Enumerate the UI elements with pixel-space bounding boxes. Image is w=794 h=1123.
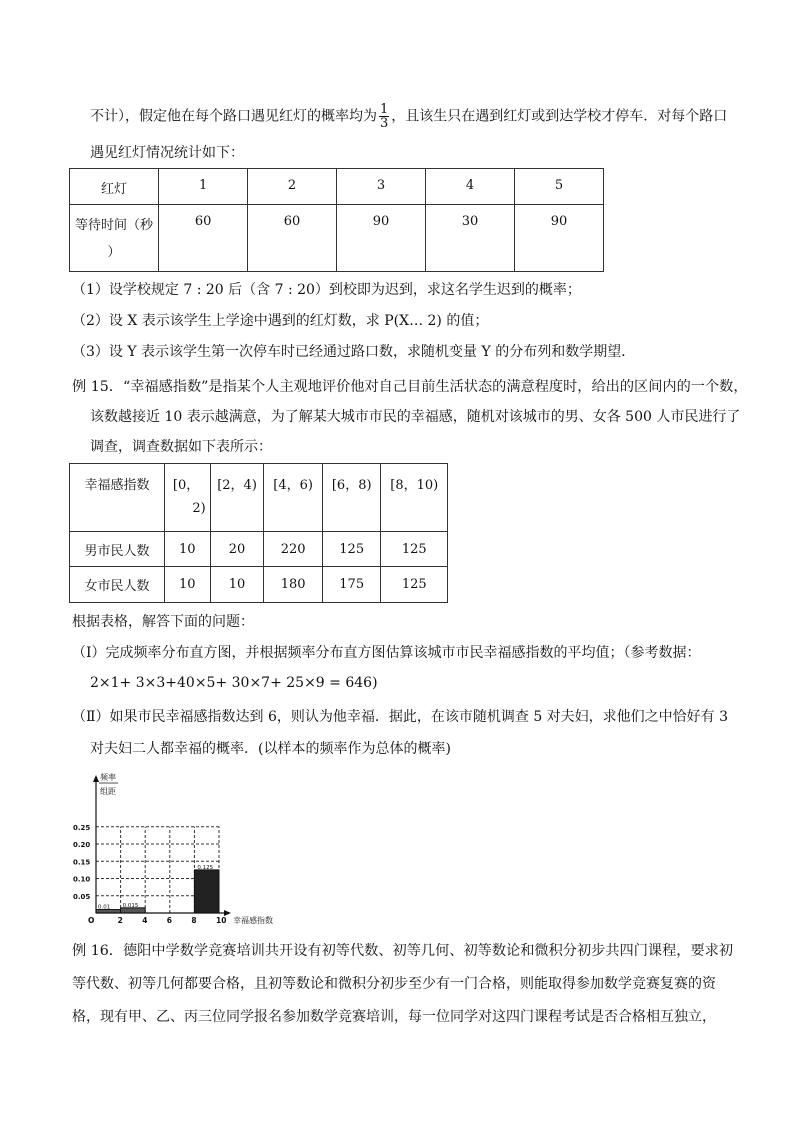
table-cell: [4，6) — [264, 464, 323, 532]
table-cell: 125 — [381, 532, 448, 567]
question-15-part-1: （Ⅰ）完成频率分布直方图，并根据频率分布直方图估算该城市市民幸福感指数的平均值；（参考数据： — [72, 645, 701, 661]
happiness-table — [69, 463, 448, 603]
x-tick-label: O — [88, 916, 95, 925]
y-axis-label-bottom: 组距 — [100, 787, 116, 796]
example-16-line-3: 格，现有甲、乙、丙三位同学报名参加数学竞赛培训，每一位同学对这四门课程考试是否合格相互独立， — [72, 1009, 716, 1025]
table-cell: 女市民人数 — [70, 567, 165, 603]
table-cell: 30 — [426, 205, 515, 272]
table-row — [70, 169, 604, 205]
y-tick-label: 0.10 — [73, 875, 91, 884]
intro-line-1-post: ，且该生只在遇到红灯或到达学校才停车．对每个路口 — [391, 108, 728, 125]
table-cell: 180 — [264, 567, 323, 603]
table-cell: 175 — [322, 567, 381, 603]
question-14-part-2: （2）设 X 表示该学生上学途中遇到的红灯数，求 P(X… 2) 的值； — [72, 313, 489, 329]
table-cell: 10 — [164, 567, 210, 603]
intro-line-1-pre: 不计），假定他在每个路口遇见红灯的概率均为 — [90, 108, 377, 125]
x-tick-label: 4 — [142, 916, 148, 925]
question-15-part-2: （Ⅱ）如果市民幸福感指数达到 6，则认为他幸福．据此，在该市随机调查 5 对夫妇，求他们之中恰好有 3 — [72, 709, 729, 725]
table-cell: 红灯 — [70, 169, 159, 205]
bar-value-label: 0.01 — [98, 904, 111, 911]
bar-value-label: 0.015 — [122, 902, 139, 909]
table-cell: 220 — [264, 532, 323, 567]
table-row — [70, 532, 448, 567]
table-cell: 60 — [248, 205, 337, 272]
frequency-histogram — [70, 770, 290, 928]
question-15-part-2-cont: 对夫妇二人都幸福的概率．(以样本的频率作为总体的概率) — [90, 741, 451, 757]
histogram-bar — [194, 870, 219, 913]
table-cell: 10 — [210, 567, 264, 603]
table-cell: 10 — [164, 532, 210, 567]
table-cell: 90 — [514, 205, 603, 272]
example-15-line-2: 该数越接近 10 表示越满意，为了解某大城市市民的幸福感，随机对该城市的男、女各 500 人市民进行了 — [90, 409, 741, 425]
question-14-part-1: （1）设学校规定 7 : 20 后（含 7 : 20）到校即为迟到，求这名学生迟到的概率； — [72, 282, 581, 298]
y-tick-label: 0.25 — [73, 823, 91, 832]
y-axis-label-top: 频率 — [100, 773, 116, 782]
question-14-part-3: （3）设 Y 表示该学生第一次停车时已经通过路口数，求随机变量 Y 的分布列和数学期望． — [72, 344, 636, 360]
intro-line-1 — [90, 103, 727, 130]
example-15-line-3: 调查，调查数据如下表所示： — [90, 439, 272, 455]
example-16-line-1: 例 16．德阳中学数学竞赛培训共开设有初等代数、初等几何、初等数论和微积分初步共四门课程，要求初 — [72, 943, 734, 959]
table-cell: [8，10) — [381, 464, 448, 532]
table-cell: 等待时间（秒 ） — [70, 205, 159, 272]
table-row — [70, 567, 448, 603]
table-row — [70, 464, 448, 532]
x-tick-label: 8 — [191, 916, 197, 925]
y-axis-arrow — [93, 775, 99, 782]
x-tick-label: 10 — [216, 916, 227, 925]
table-cell: 5 — [514, 169, 603, 205]
table-cell: 125 — [381, 567, 448, 603]
table-cell: 2 — [248, 169, 337, 205]
example-16-line-2: 等代数、初等几何都要合格，且初等数论和微积分初步至少有一门合格，则能取得参加数学竞赛复赛的资 — [72, 976, 716, 992]
table-cell: 3 — [337, 169, 426, 205]
probability-fraction: $\frac{1}{3}$ — [380, 102, 389, 131]
table-cell: 幸福感指数 — [70, 464, 165, 532]
table-cell: 1 — [159, 169, 248, 205]
table-cell: 125 — [322, 532, 381, 567]
y-tick-label: 0.15 — [73, 858, 91, 867]
table-cell: 20 — [210, 532, 264, 567]
question-15-intro: 根据表格，解答下面的问题： — [72, 614, 254, 630]
table-cell: 60 — [159, 205, 248, 272]
table-cell: 4 — [426, 169, 515, 205]
example-15-line-1: 例 15．“幸福感指数”是指某个人主观地评价他对自己目前生活状态的满意程度时，给出的区间内的一个数， — [72, 379, 748, 395]
table-cell: 男市民人数 — [70, 532, 165, 567]
y-tick-label: 0.05 — [73, 892, 91, 901]
question-15-part-1-data: 2×1+ 3×3+40×5+ 30×7+ 25×9 = 646) — [90, 675, 378, 691]
x-tick-label: 6 — [166, 916, 173, 925]
table-cell: 90 — [337, 205, 426, 272]
red-light-table — [69, 168, 604, 272]
table-cell: [6，8) — [322, 464, 381, 532]
x-tick-label: 2 — [117, 916, 123, 925]
intro-line-2: 遇见红灯情况统计如下： — [90, 145, 244, 161]
x-axis-label: 幸福感指数 — [233, 916, 273, 925]
table-row — [70, 205, 604, 272]
bar-value-label: 0.125 — [197, 864, 214, 871]
table-cell: [2，4) — [210, 464, 264, 532]
y-tick-label: 0.20 — [73, 841, 91, 849]
table-cell: [0， 2) — [164, 464, 210, 532]
